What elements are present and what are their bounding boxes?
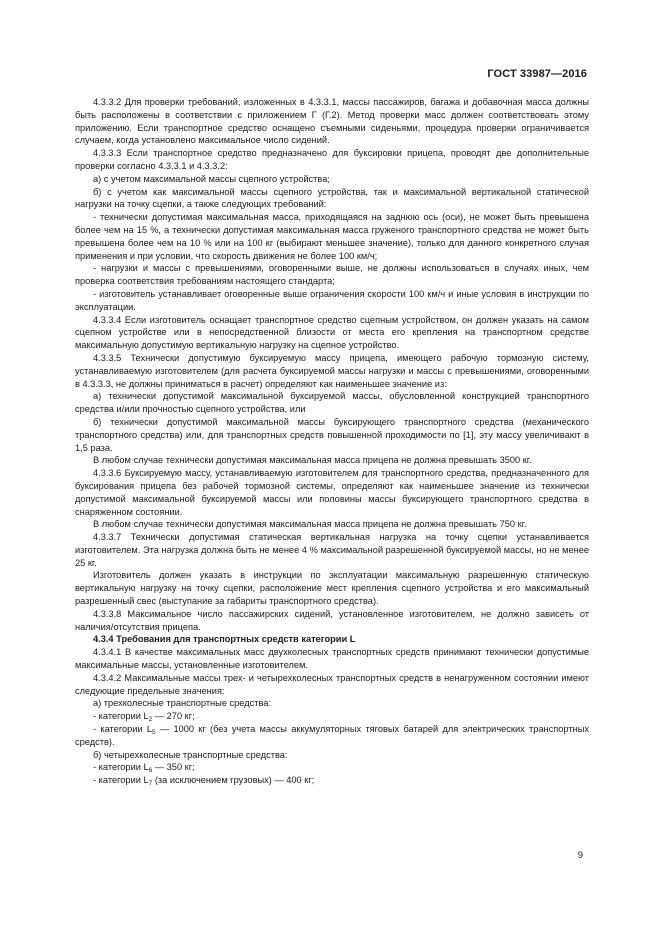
- paragraph: Изготовитель должен указать в инструкции по эксплуатации максимальную разрешенную статическую вертикальную нагрузку на точку сцепки, расположение мест крепления сцепного устройства и его максимальный разрешенный свес (выступание за габариты транспортного средства).: [75, 570, 589, 607]
- category-item: - категории $L_5$ — 1000 кг (без учета массы аккумуляторных тяговых батарей для электрических транспортных средств).: [75, 724, 589, 747]
- category-item: - категории $L_7$ (за исключением грузовых) — 400 кг;: [93, 775, 315, 788]
- category-item: - категории $L_2$ — 270 кг;: [93, 711, 195, 724]
- list-item: а) технически допустимой максимальной буксируемой массы, обусловленной конструкцией транспортного средства и/или прочностью сцепного устройства, или: [75, 391, 589, 415]
- paragraph: 4.3.4.1 В качестве максимальных масс двухколесных транспортных средств принимают технически допустимые максимальные массы, установленные изготовителем.: [75, 647, 589, 671]
- paragraph: 4.3.3.4 Если изготовитель оснащает транспортное средство сцепным устройством, он должен указать на самом сцепном устройстве или в непосредственной близости от места его крепления на транспортном средстве максимальную допустимую вертикальную нагрузку на сцепное устройство.: [75, 314, 589, 351]
- paragraph: 4.3.3.5 Технически допустимую буксируемую массу прицепа, имеющего рабочую тормозную систему, устанавливаемую изготовителем (для расчета буксируемой массы нагрузки и массы с превышениями, оговоренными в 4.3.3.3, не должны приниматься в расчет) определяют как наименьшее значение из:: [75, 352, 589, 389]
- list-item: - нагрузки и массы с превышениями, оговоренными выше, не должны использоваться в случаях иных, чем проверка соответствия требованиям настоящего стандарта;: [75, 263, 589, 287]
- list-item: а) с учетом максимальной массы сцепного устройства;: [93, 173, 330, 184]
- paragraph: 4.3.3.3 Если транспортное средство предназначено для буксировки прицепа, проводят две дополнительные проверки согласно 4.3.3.1 и 4.3.3.2:: [75, 148, 589, 171]
- document-body: [75, 96, 589, 787]
- paragraph: В любом случае технически допустимая максимальная масса прицепа не должна превышать 3500 кг.: [93, 455, 532, 466]
- category-item: - категории $L_6$ — 350 кг;: [93, 762, 195, 775]
- paragraph: 4.3.4.2 Максимальные массы трех- и четырехколесных транспортных средств в ненагруженном состоянии имеют следующие предельные значения:: [75, 672, 589, 696]
- list-item: б) четырехколесные транспортные средства:: [93, 749, 288, 760]
- paragraph: 4.3.3.2 Для проверки требований, изложенных в 4.3.3.1, массы пассажиров, багажа и добавочная масса должны быть расположены в соответствии с приложением Г (Г.2). Метод проверки масс должен соответствовать этому приложению. Если транспортное средство оснащено съемными сиденьями, процедура проверки ограничивается случаем, когда установлено максимальное число сидений.: [75, 97, 589, 146]
- list-item: б) технически допустимой максимальной массы буксирующего транспортного средства (механического транспортного средства) или, для транспортных средств повышенной проходимости по [1], эту массу увеличивают в 1,5 раза.: [75, 416, 589, 453]
- paragraph: В любом случае технически допустимая максимальная масса прицепа не должна превышать 750 кг.: [93, 519, 527, 530]
- section-heading: 4.3.4 Требования для транспортных средств категории L: [93, 634, 356, 645]
- list-item: - изготовитель устанавливает оговоренные выше ограничения скорости 100 км/ч и иные условия в инструкции по эксплуатации.: [75, 288, 589, 312]
- document-id: ГОСТ 33987—2016: [487, 68, 587, 80]
- paragraph: 4.3.3.6 Буксируемую массу, устанавливаемую изготовителем для транспортного средства, предназначенного для буксирования прицепа без рабочей тормозной системы, определяют как наименьшее значение из технически допустимой максимальной буксируемой массы или половины массы буксирующего транспортного средства в снаряженном состоянии.: [75, 468, 589, 517]
- list-item: а) трехколесные транспортные средства:: [93, 698, 272, 709]
- list-item: б) с учетом как максимальной массы сцепного устройства, так и максимальной вертикальной статической нагрузки на точку сцепки, а также следующих требований:: [75, 186, 589, 210]
- list-item: - технически допустимая максимальная масса, приходящаяся на заднюю ось (оси), не может быть превышена более чем на 15 %, а технически допустимая максимальная масса груженого транспортного средства не может быть превышена более чем на 10 % или на 100 кг (выбирают меньшее значение), только для данного конкретного случая применения и при условии, что скорость движения не более 100 км/ч;: [75, 212, 589, 261]
- paragraph: 4.3.3.7 Технически допустимая статическая вертикальная нагрузка на точку сцепки устанавливается изготовителем. Эта нагрузка должна быть не менее 4 % максимальной разрешенной буксируемой массы, но не менее 25 кг.: [75, 532, 589, 568]
- paragraph: 4.3.3.8 Максимальное число пассажирских сидений, установленное изготовителем, не должно зависеть от наличия/отсутствия прицепа.: [75, 608, 589, 632]
- page-number: 9: [577, 850, 583, 861]
